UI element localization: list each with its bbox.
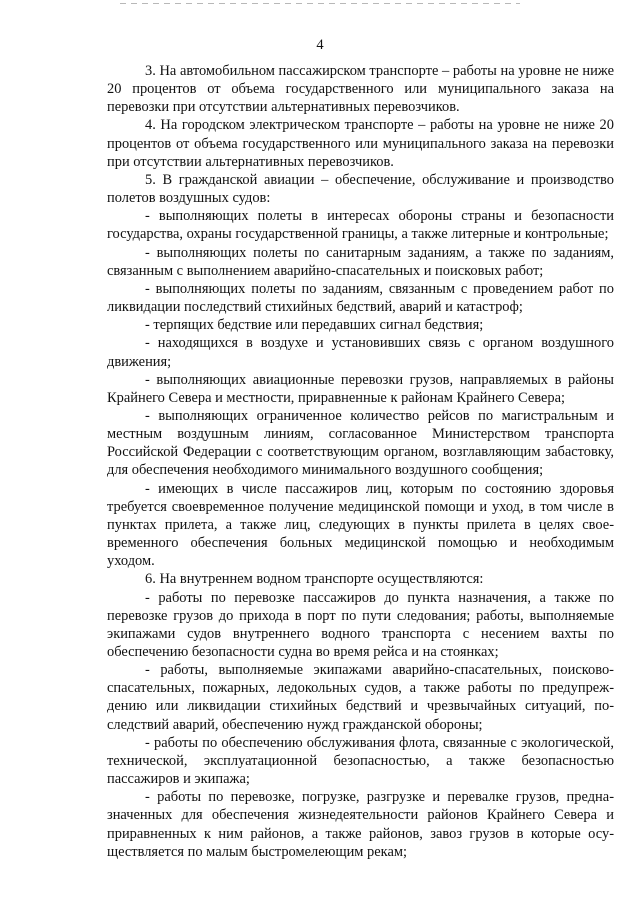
paragraph: 4. На городском электрическом транспорте – работы на уровне не ниже 20 процентов от объема государственного или муниципального заказа на перевозки при отсутствии альтернативных перевозчиков. — [107, 117, 614, 170]
list-item: - выполняющих полеты по санитарным заданиям, а также по заданиям, связанным с выполнением аварийно-спасательных и поисковых работ; — [107, 244, 614, 279]
list-item: - находящихся в воздухе и установивших связь с органом воздушного движения; — [107, 335, 614, 370]
paragraph: 3. На автомобильном пассажирском транспорте – работы на уровне не ниже 20 процентов от объема государственного или муниципального заказа на перевозки при отсутствии альтернативных перевозчиков. — [107, 63, 614, 116]
scan-edge-line — [120, 3, 520, 4]
list-item: - работы, выполняемые экипажами аварийно-спасательных, поисково-спасательных, пожарных, ледокольных судов, а также работы по предупреждению или ликвидации стихийных бедствий и чрезвычайных ситуаций, последствий аварий, обеспечению нужд гражданской обороны; — [107, 662, 614, 733]
list-item: - выполняющих полеты в интересах обороны страны и безопасности государства, охраны государственной границы, а также литерные и контрольные; — [107, 208, 614, 243]
list-item: - терпящих бедствие или передавших сигнал бедствия; — [145, 317, 484, 334]
list-item: - выполняющих полеты по заданиям, связанным с проведением работ по ликвидации последствий стихийных бедствий, аварий и катастроф; — [107, 280, 614, 316]
list-item: - выполняющих авиационные перевозки грузов, направляемых в районы Крайнего Севера и местности, приравненные к районам Крайнего Севера; — [107, 371, 614, 406]
list-item: - выполняющих ограниченное количество рейсов по магистральным и местным воздушным линиям, согласованное Министерством транспорта Российской Федерации с соответствующим органом, возглавляющим забастовку, для обеспечения необходимого минимального воздушного сообщения; — [107, 407, 614, 479]
paragraph: 6. На внутреннем водном транспорте осуществляются: — [145, 571, 484, 588]
list-item: - имеющих в числе пассажиров лиц, которым по состоянию здоровья требуется своевременное получение медицинской помощи и уход, в том числе в пунктах прилета, а также лиц, следующих в пункты прилета в целях своевременного обеспечения больных медицинской помощью и необходимым уходом. — [107, 480, 614, 570]
list-item: - работы по обеспечению обслуживания флота, связанные с экологической, технической, эксплуатационной безопасностью, а также безопасностью пассажиров и экипажа; — [107, 734, 614, 788]
list-item: - работы по перевозке, погрузке, разгрузке и перевалке грузов, предназначенных для обеспечения жизнедеятельности районов Крайнего Севера и приравненных к ним районов, а также районов, завоз грузов в которые осуществляется по малым быстромелеющим рекам; — [107, 789, 614, 860]
document-body — [107, 62, 614, 861]
paragraph: 5. В гражданской авиации – обеспечение, обслуживание и производство полетов воздушных судов: — [107, 171, 614, 207]
page-number: 4 — [316, 37, 324, 53]
list-item: - работы по перевозке пассажиров до пункта назначения, а также по перевозке грузов до прихода в порт по пути следования; работы, выполняемые экипажами судов внутреннего водного транспорта с несением вахты по обеспечению безопасности судна во время рейса и на стоянках; — [107, 589, 614, 660]
